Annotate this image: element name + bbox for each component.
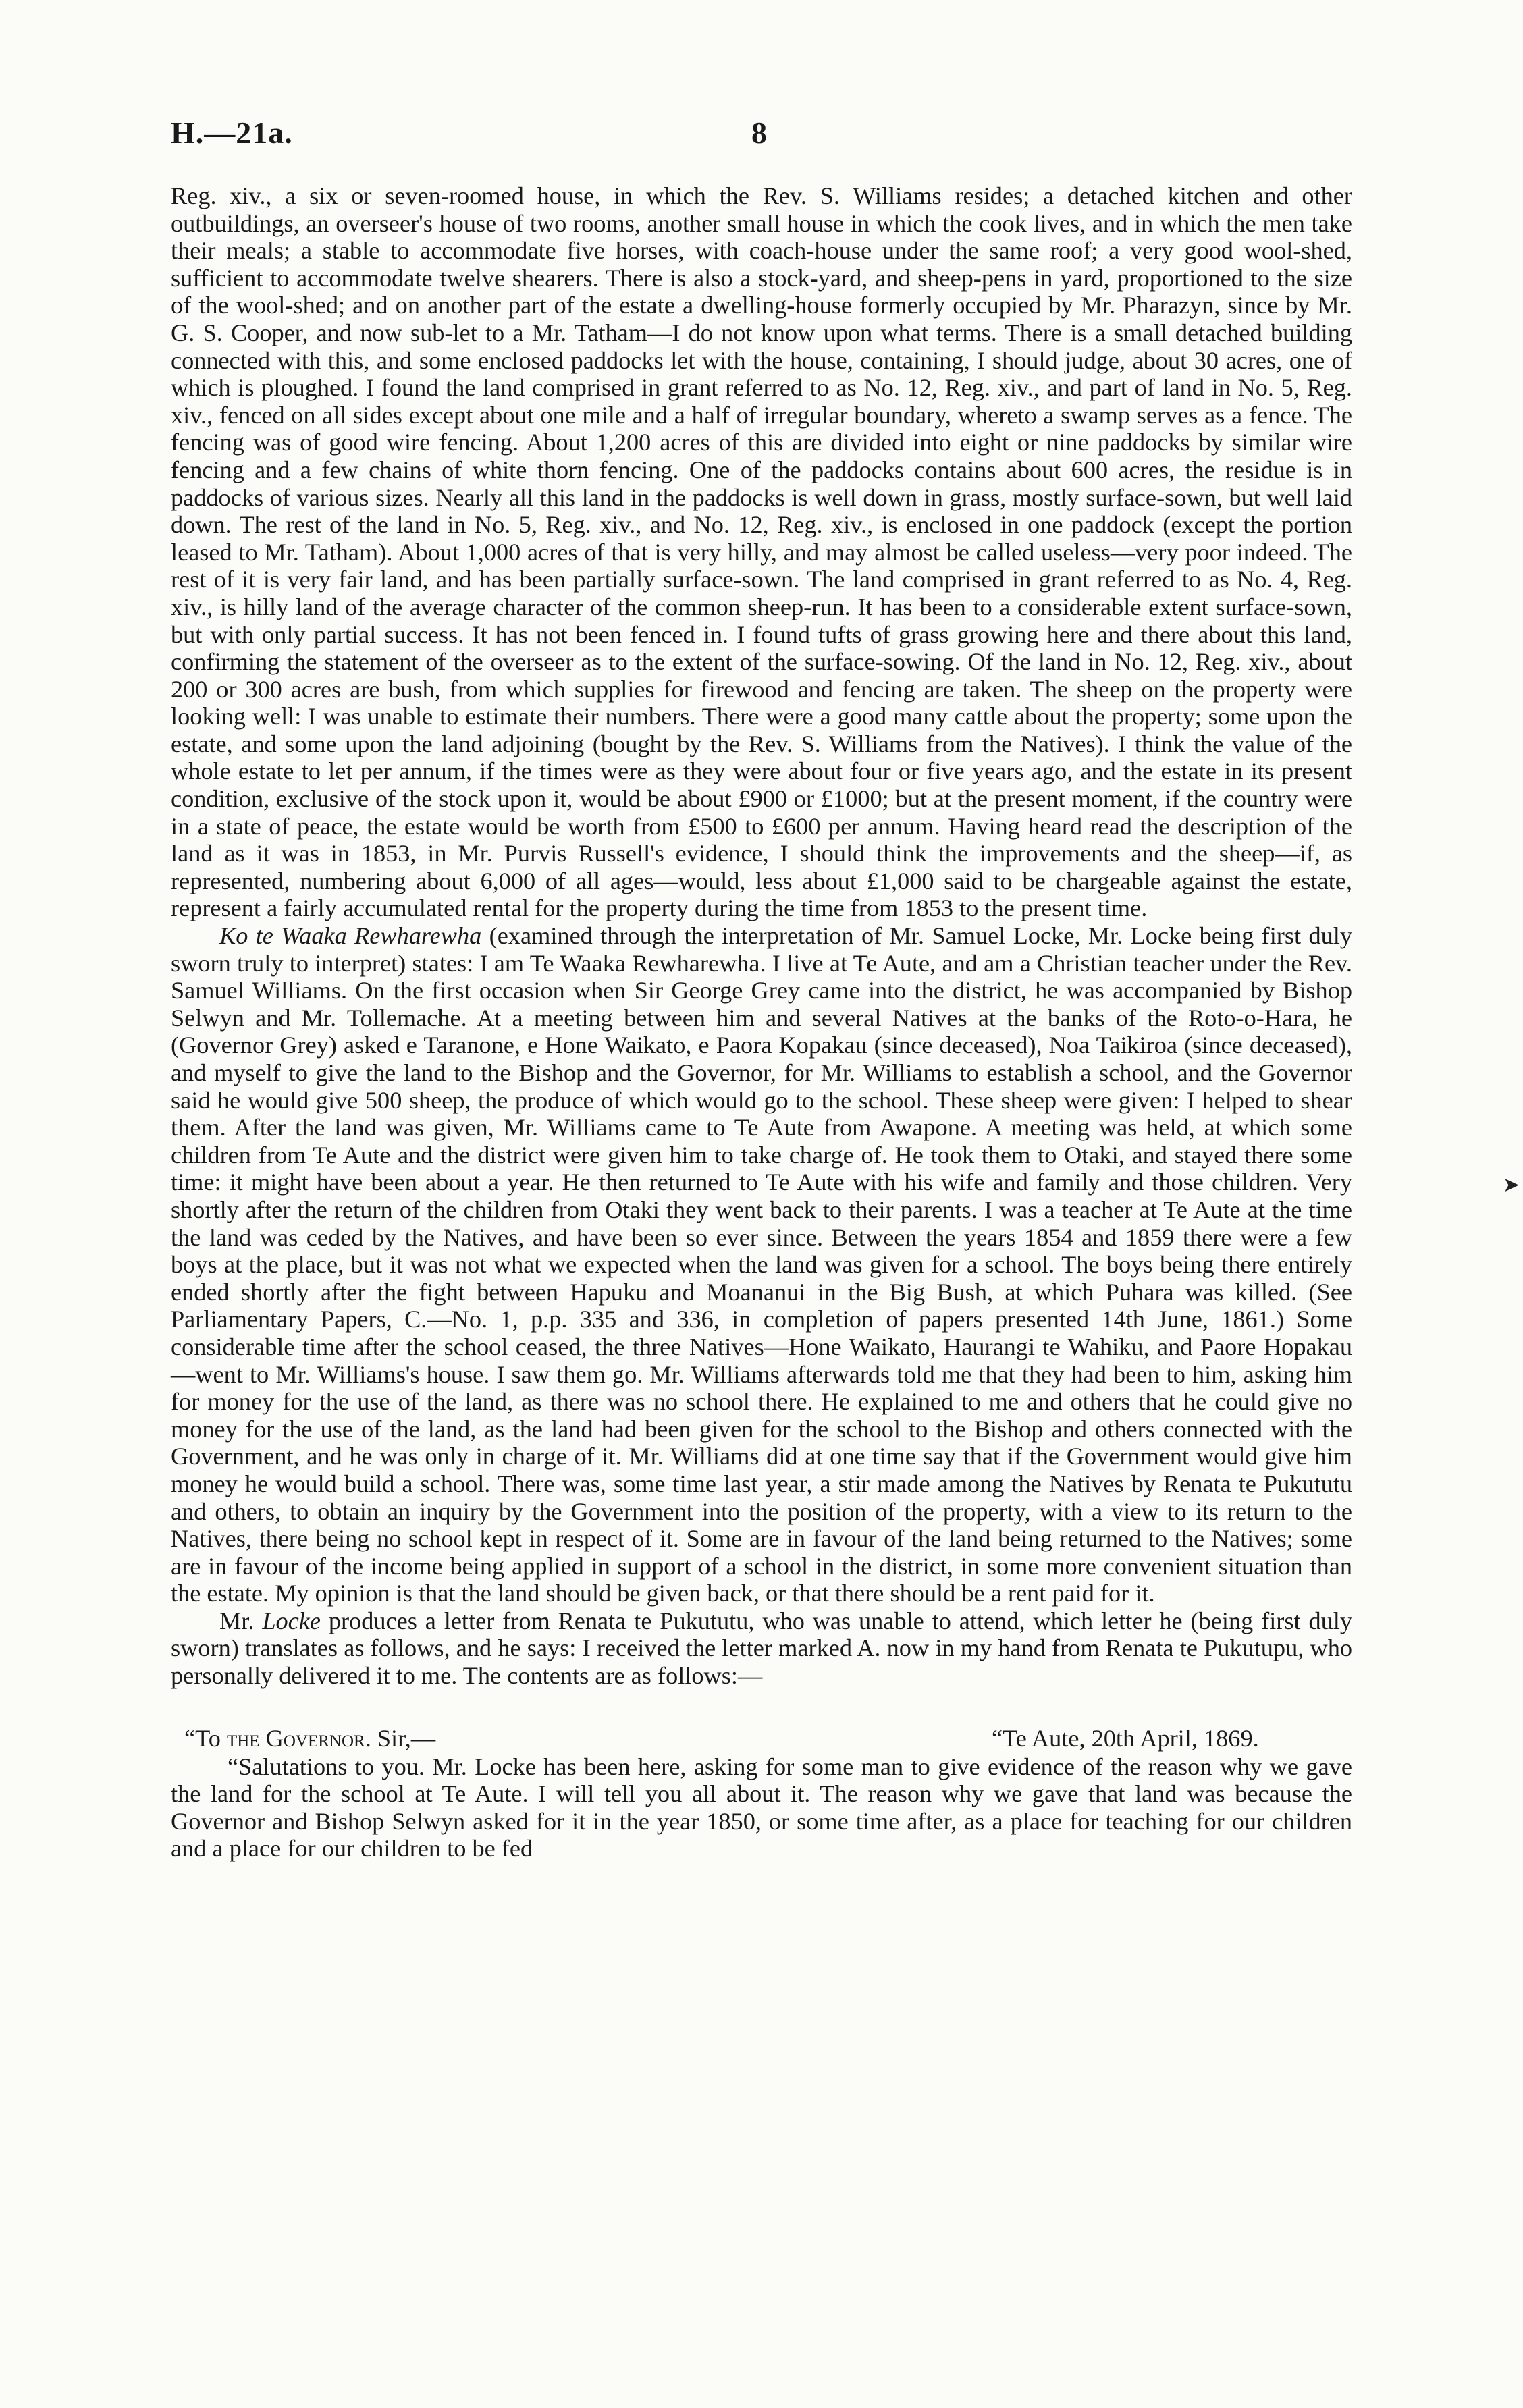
paragraph-text: (examined through the interpretation of Mr. Samuel Locke, Mr. Locke being first duly sworn truly to interpret) states: I am Te Waaka Rewharewha. I live at Te Aute, and am a Christian teacher under the Rev. Samuel Williams. On the first occasion when Sir George Grey came into the district, he was accompanied by Bishop Selwyn and Mr. Tollemache. At a meeting between him and several Natives at the banks of the Roto-o-Hara, he (Governor Grey) asked e Taranone, e Hone Waikato, e Paora Kopakau (since deceased), Noa Taikiroa (since deceased), and myself to give the land to the Bishop and the Governor, for Mr. Williams to establish a school, and the Governor said he would give 500 sheep, the produce of which would go to the school. These sheep were given: I helped to shear them. After the land was given, Mr. Williams came to Te Aute from Awapone. A meeting was held, at which some children from Te Aute and the district were given him to take charge of. He took them to Otaki, and stayed there some time: it might have been about a year. He then returned to Te Aute with his wife and family and those children. Very shortly after the return of the children from Otaki they went back to their parents. I was a teacher at Te Aute at the time the land was ceded by the Natives, and have been so ever since. Between the years 1854 and 1859 there were a few boys at the place, but it was not what we expected when the land was given for a school. The boys being there entirely ended shortly after the fight between Hapuku and Moananui in the Big Bush, at which Puhara was killed. (See Parliamentary Papers, C.—No. 1, p.p. 335 and 336, in completion of papers presented 14th June, 1861.) Some considerable time after the school ceased, the three Natives—Hone Waikato, Haurangi te Wahiku, and Paore Hopakau—went to Mr. Williams's house. I saw them go. Mr. Williams afterwards told me that they had been to him, asking him for money for the use of the land, as there was no school there. He explained to me and others that he could give no money for the use of the land, as the land had been given for the school to the Bishop and others connected with the Government, and he was only in charge of it. Mr. Williams did at one time say that if the Government would give him money he would build a school. There was, some time last year, a stir made among the Natives by Renata te Pukututu and others, to obtain an inquiry by the Government into the position of the property, with a view to its return to the Natives, there being no school kept in respect of it. Some are in favour of the land being returned to the Natives; some are in favour of the income being applied in support of a school in the district, in some more convenient situation than the estate. My opinion is that the land should be given back, or that there should be a rent paid for it. (171, 922, 1352, 1607)
addressee: the Governor. (226, 1724, 371, 1752)
addressee-prefix: “To (184, 1724, 227, 1752)
page-header (171, 115, 1352, 162)
letter-addressee (184, 1725, 435, 1753)
lead-prefix: Mr. (219, 1607, 263, 1634)
witness-name: Ko te Waaka Rewharewha (219, 922, 482, 950)
margin-arrow-icon: ➤ (1503, 1174, 1520, 1196)
letter-heading (171, 1725, 1352, 1753)
document-reference: H.—21a. (171, 115, 293, 150)
letter-place-date: “Te Aute, 20th April, 1869. (992, 1724, 1259, 1752)
document-body (171, 182, 1352, 1863)
paragraph-rewharewha-evidence (171, 922, 1352, 1607)
paragraph-locke-letter (171, 1607, 1352, 1690)
page-number: 8 (751, 115, 767, 150)
letter-body: “Salutations to you. Mr. Locke has been here, asking for some man to give evidence of the reason why we gave the land for the school at Te Aute. I will tell you all about it. The reason why we gave that land was because the Governor and Bishop Selwyn asked for it in the year 1850, or some time after, as a place for teaching for our children and a place for our children to be fed (171, 1753, 1352, 1863)
paragraph-text: produces a letter from Renata te Pukututu, who was unable to attend, which letter he (being first duly sworn) translates as follows, and he says: I received the letter marked A. now in my hand from Renata te Pukutupu, who personally delivered it to me. The contents are as follows:— (171, 1607, 1352, 1690)
paragraph-estate-description: Reg. xiv., a six or seven-roomed house, in which the Rev. S. Williams resides; a detached kitchen and other outbuildings, an overseer's house of two rooms, another small house in which the cook lives, and in which the men take their meals; a stable to accommodate five horses, with coach-house under the same roof; a very good wool-shed, sufficient to accommodate twelve shearers. There is also a stock-yard, and sheep-pens in yard, proportioned to the size of the wool-shed; and on another part of the estate a dwelling-house formerly occupied by Mr. Pharazyn, since by Mr. G. S. Cooper, and now sub-let to a Mr. Tatham—I do not know upon what terms. There is a small detached building connected with this, and some enclosed paddocks let with the house, containing, I should judge, about 30 acres, one of which is ploughed. I found the land comprised in grant referred to as No. 12, Reg. xiv., and part of land in No. 5, Reg. xiv., fenced on all sides except about one mile and a half of irregular boundary, whereto a swamp serves as a fence. The fencing was of good wire fencing. About 1,200 acres of this are divided into eight or nine paddocks by similar wire fencing and a few chains of white thorn fencing. One of the paddocks contains about 600 acres, the residue is in paddocks of various sizes. Nearly all this land in the paddocks is well down in grass, mostly surface-sown, but well laid down. The rest of the land in No. 5, Reg. xiv., and No. 12, Reg. xiv., is enclosed in one paddock (except the portion leased to Mr. Tatham). About 1,000 acres of that is very hilly, and may almost be called useless—very poor indeed. The rest of it is very fair land, and has been partially surface-sown. The land comprised in grant referred to as No. 4, Reg. xiv., is hilly land of the average character of the common sheep-run. It has been to a considerable extent surface-sown, but with only partial success. It has not been fenced in. I found tufts of grass growing here and there about this land, confirming the statement of the overseer as to the extent of the surface-sowing. Of the land in No. 12, Reg. xiv., about 200 or 300 acres are bush, from which supplies for firewood and fencing are taken. The sheep on the property were looking well: I was unable to estimate their numbers. There were a good many cattle about the property; some upon the estate, and some upon the land adjoining (bought by the Rev. S. Williams from the Natives). I think the value of the whole estate to let per annum, if the times were as they were about four or five years ago, and the estate in its present condition, exclusive of the stock upon it, would be about £900 or £1000; but at the present moment, if the country were in a state of peace, the estate would be worth from £500 to £600 per annum. Having heard read the description of the land as it was in 1853, in Mr. Purvis Russell's evidence, I should think the improvements and the sheep—if, as represented, numbering about 6,000 of all ages—would, less about £1,000 said to be chargeable against the estate, represent a fairly accumulated rental for the property during the time from 1853 to the present time. (171, 182, 1352, 922)
letter-block (171, 1725, 1352, 1863)
witness-name: Locke (262, 1607, 321, 1634)
salutation: Sir,— (371, 1724, 436, 1752)
